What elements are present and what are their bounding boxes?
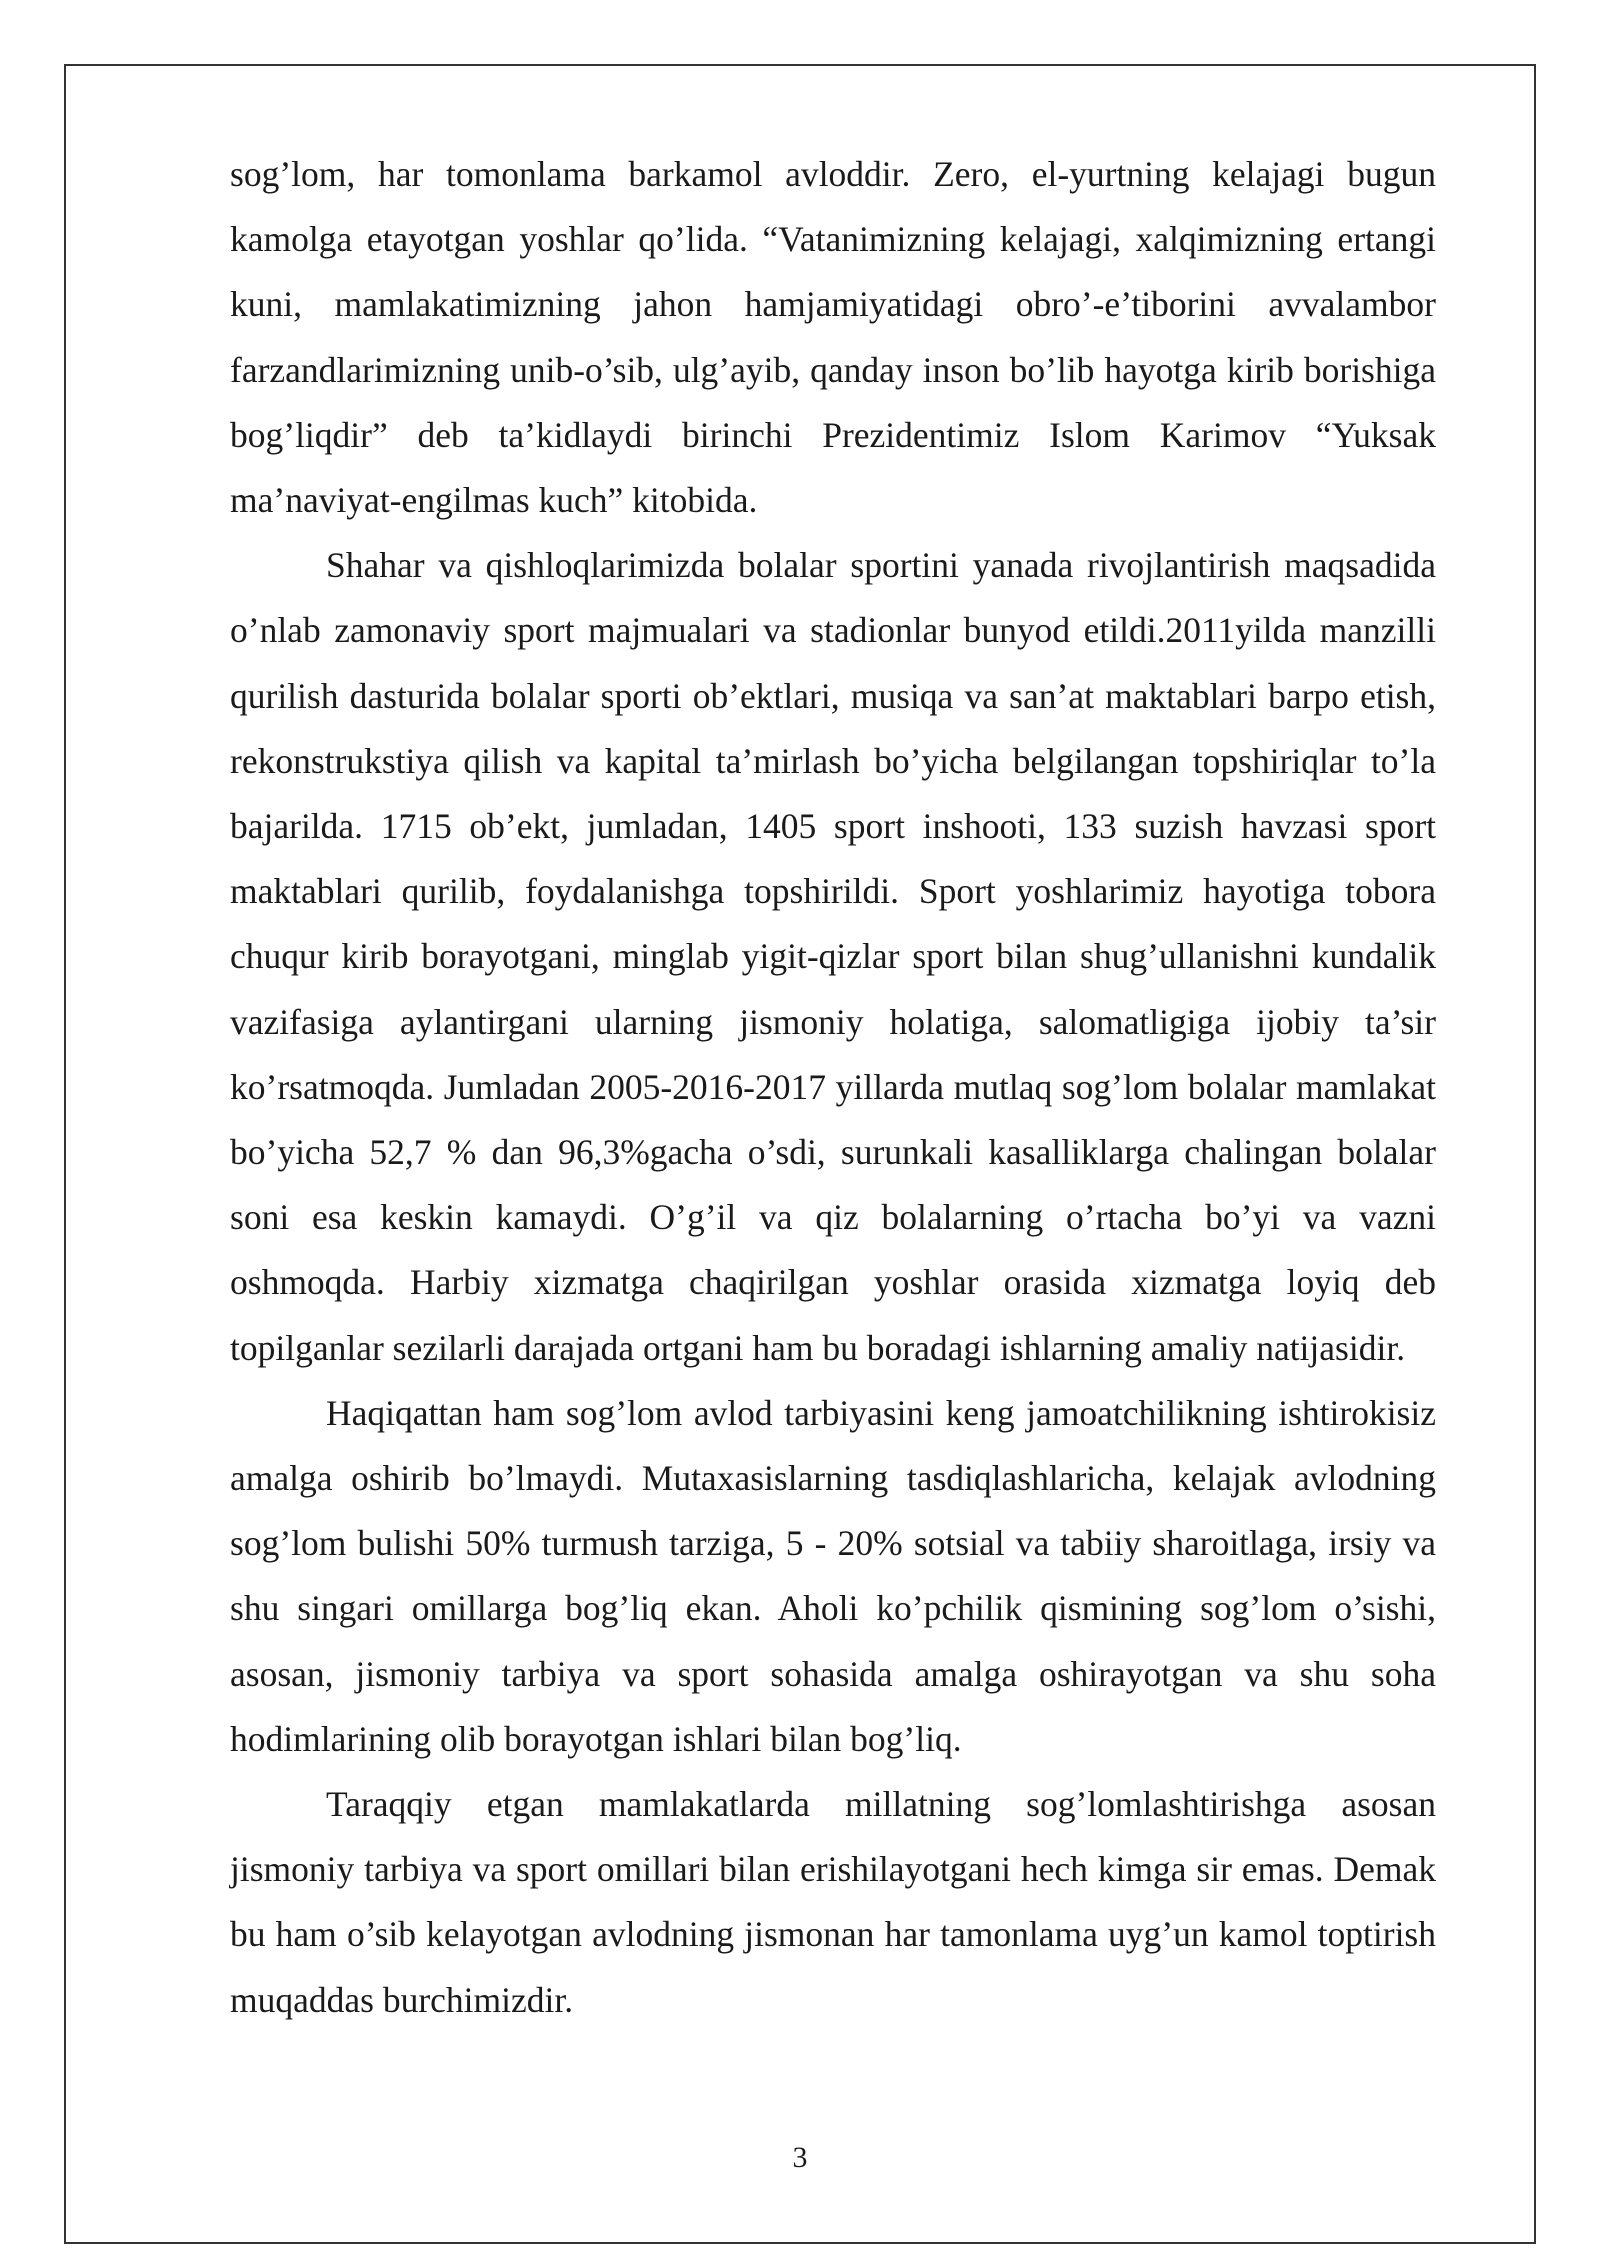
paragraph-3: Haqiqattan ham sog’lom avlod tarbiyasini keng jamoatchilikning ishtirokisiz amalga oshirib bo’lmaydi. Mutaxasislarning tasdiqlashlaricha, kelajak avlodning sog’lom bulishi 50% turmush tarziga, 5 - 20% sotsial va tabiiy sharoitlaga, irsiy va shu singari omillarga bog’liq ekan. Aholi ko’pchilik qismining sog’lom o’sishi, asosan, jismoniy tarbiya va sport sohasida amalga oshirayotgan va shu soha hodimlarining olib borayotgan ishlari bilan bog’liq.	[230, 1392, 1436, 1759]
paragraph-1: sog’lom, har tomonlama barkamol avloddir. Zero, el-yurtning kelajagi bugun kamolga etayotgan yoshlar qo’lida. “Vatanimizning kelajagi, xalqimizning ertangi kuni, mamlakatimizning jahon hamjamiyatidagi obro’-e’tiborini avvalambor farzandlarimizning unib-o’sib, ulg’ayib, qanday inson bo’lib hayotga kirib borishiga bog’liqdir” deb ta’kidlaydi birinchi Prezidentimiz Islom Karimov “Yuksak ma’naviyat-engilmas kuch” kitobida.	[230, 154, 1436, 521]
paragraph-4: Taraqqiy etgan mamlakatlarda millatning sog’lomlashtirishga asosan jismoniy tarbiya va sport omillari bilan erishilayotgani hech kimga sir emas. Demak bu ham o’sib kelayotgan avlodning jismonan har tamonlama uyg’un kamol toptirish muqaddas burchimizdir.	[230, 1784, 1436, 2020]
paragraph-2: Shahar va qishloqlarimizda bolalar sportini yanada rivojlantirish maqsadida o’nlab zamonaviy sport majmualari va stadionlar bunyod etildi.2011yilda manzilli qurilish dasturida bolalar sporti ob’ektlari, musiqa va san’at maktablari barpo etish, rekonstrukstiya qilish va kapital ta’mirlash bo’yicha belgilangan topshiriqlar to’la bajarilda. 1715 ob’ekt, jumladan, 1405 sport inshooti, 133 suzish havzasi sport maktablari qurilib, foydalanishga topshirildi. Sport yoshlarimiz hayotiga tobora chuqur kirib borayotgani, minglab yigit-qizlar sport bilan shug’ullanishni kundalik vazifasiga aylantirgani ularning jismoniy holatiga, salomatligiga ijobiy ta’sir ko’rsatmoqda. Jumladan 2005-2016-2017 yillarda mutlaq sog’lom bolalar mamlakat bo’yicha 52,7 % dan 96,3%gacha o’sdi, surunkali kasalliklarga chalingan bolalar soni esa keskin kamaydi. O’g’il va qiz bolalarning o’rtacha bo’yi va vazni oshmoqda. Harbiy xizmatga chaqirilgan yoshlar orasida xizmatga loyiq deb topilganlar sezilarli darajada ortgani ham bu boradagi ishlarning amaliy natijasidir.	[230, 545, 1436, 1368]
document-body	[230, 142, 1436, 2033]
page-number: 3	[792, 2141, 808, 2174]
